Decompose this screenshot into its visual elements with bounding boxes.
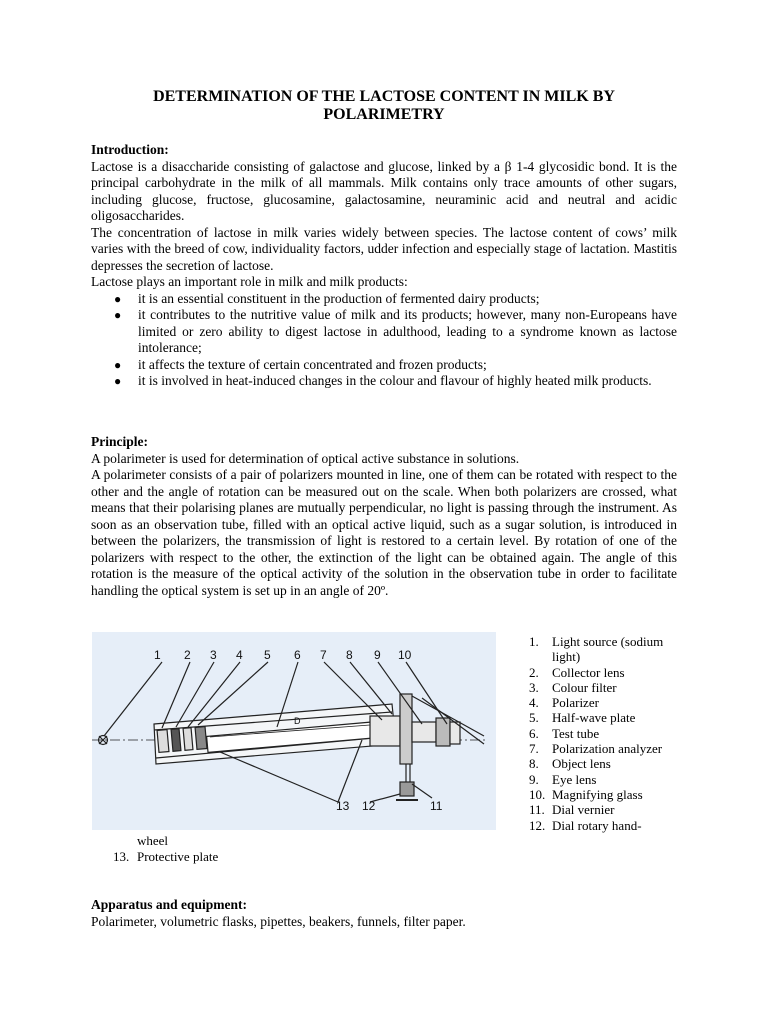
legend-number: 10. — [529, 786, 546, 802]
legend-item — [529, 818, 679, 833]
list-item-text: it is involved in heat-induced changes in the colour and flavour of highly heated milk products. — [138, 373, 652, 388]
callout-label: 13 — [336, 799, 350, 813]
principle-paragraph-2: A polarimeter consists of a pair of polarizers mounted in line, one of them can be rotated with respect to the other and the angle of rotation can be measured out on the scale. When both polarizers are crossed, what means that their polarising planes are mutually perpendicular, no light is passing through the instrument. As soon as an observation tube, filled with an optical active liquid, such as a sugar solution, is introduced in between the polarizers, the transmission of light is restored to a certain level. By rotation of one of the polarizers with respect to the other, the extinction of the light can be obtained again. The angle of this rotation is the measure of the optical activity of the solution in the observation tube in order to facilitate handling the optical system is set up in an angle of 20º. — [91, 467, 677, 598]
list-item — [91, 373, 677, 390]
legend-item — [529, 680, 679, 695]
list-item-text: it contributes to the nutritive value of milk and its products; however, many non-Europeans have limited or zero ability to digest lactose in adulthood, leading to a syndrome known as lactose intolerance; — [138, 307, 677, 355]
introduction-paragraph-1: Lactose is a disaccharide consisting of galactose and glucose, linked by a β 1-4 glycosidic bond. It is the principal carbohydrate in the milk of all mammals. Milk contains only trace amounts of other sugars, including glucose, fructose, glucosamine, galactosamine, neuraminic acid and neutral and acidic oligosaccharides. — [91, 158, 677, 223]
callout-label: 9 — [374, 648, 381, 662]
legend-item — [529, 634, 679, 665]
polarimeter-drawing — [92, 632, 496, 830]
lactose-role-list — [91, 291, 677, 390]
callout-label: 1 — [154, 648, 161, 662]
legend-number: 5. — [529, 710, 539, 726]
legend-item — [529, 726, 679, 741]
legend-item — [529, 665, 679, 680]
callout-label: 12 — [362, 799, 376, 813]
legend-text: Polarization analyzer — [552, 741, 663, 757]
bullet-icon: ● — [114, 374, 122, 388]
legend-number: 2. — [529, 664, 539, 680]
callout-label: 4 — [236, 648, 243, 662]
legend-number: 6. — [529, 725, 539, 741]
legend-text: Test tube — [552, 725, 600, 741]
legend-item — [529, 741, 679, 756]
principle-paragraph-1: A polarimeter is used for determination of optical active substance in solutions. — [91, 450, 520, 466]
principle-heading: Principle: — [91, 434, 148, 449]
legend-text: Object lens — [552, 756, 611, 772]
callout-label: 8 — [346, 648, 353, 662]
document-title: DETERMINATION OF THE LACTOSE CONTENT IN MILK BY POLARIMETRY — [153, 88, 615, 123]
legend-item — [529, 710, 679, 725]
apparatus-heading: Apparatus and equipment: — [91, 897, 248, 912]
legend-item — [529, 772, 679, 787]
legend-text: Polarizer — [552, 695, 599, 711]
legend-item — [113, 849, 413, 865]
tube-mark: D — [294, 716, 301, 726]
legend-text: Collector lens — [552, 664, 625, 680]
list-item — [91, 291, 677, 308]
legend-number: 8. — [529, 756, 539, 772]
diagram-legend — [529, 634, 679, 833]
legend-text: Magnifying glass — [552, 786, 643, 802]
list-item — [91, 307, 677, 357]
legend-item — [529, 695, 679, 710]
bullet-icon: ● — [114, 308, 122, 322]
callout-label: 3 — [210, 648, 217, 662]
introduction-heading: Introduction: — [91, 142, 169, 157]
callout-label: 6 — [294, 648, 301, 662]
legend-number: 9. — [529, 771, 539, 787]
legend-number: 13. — [113, 848, 130, 864]
apparatus-text: Polarimeter, volumetric flasks, pipettes, beakers, funnels, filter paper. — [91, 913, 466, 929]
callout-label: 2 — [184, 648, 191, 662]
legend-number: 1. — [529, 634, 539, 649]
callout-label: 5 — [264, 648, 271, 662]
legend-text: Protective plate — [137, 848, 219, 864]
legend-text: Colour filter — [552, 679, 617, 695]
callout-label: 10 — [398, 648, 412, 662]
legend-continuation — [113, 833, 413, 864]
legend-number: 7. — [529, 741, 539, 757]
callout-label: 7 — [320, 648, 327, 662]
list-item — [91, 357, 677, 374]
list-item-text: it affects the texture of certain concentrated and frozen products; — [138, 356, 487, 372]
legend-number: 12. — [529, 817, 546, 833]
legend-text: Half-wave plate — [552, 710, 636, 726]
legend-number: 3. — [529, 679, 539, 695]
callout-label: 11 — [430, 799, 443, 813]
legend-text: Dial vernier — [552, 802, 615, 818]
introduction-paragraph-2: The concentration of lactose in milk varies widely between species. The lactose content of cows’ milk varies with the breed of cow, individuality factors, udder infection and especially stage of lactation. Mastitis depresses the secretion of lactose. — [91, 224, 677, 273]
apparatus-section — [91, 897, 677, 930]
legend-text: Eye lens — [552, 771, 597, 787]
principle-section — [91, 434, 677, 599]
polarimeter-diagram — [92, 632, 496, 830]
introduction-section — [91, 142, 677, 390]
list-item-text: it is an essential constituent in the production of fermented dairy products; — [138, 290, 540, 306]
legend-text: Dial rotary hand- — [552, 817, 642, 833]
legend-number: 11. — [529, 802, 545, 818]
legend-item — [529, 802, 679, 817]
legend-number: 4. — [529, 695, 539, 711]
bullet-icon: ● — [114, 291, 122, 306]
legend-text: Light source (sodium light) — [552, 634, 664, 665]
legend-wrap-text: wheel — [137, 833, 169, 848]
legend-item — [529, 787, 679, 802]
legend-item — [529, 756, 679, 771]
introduction-paragraph-3: Lactose plays an important role in milk and milk products: — [91, 274, 408, 289]
bullet-icon: ● — [114, 357, 122, 372]
